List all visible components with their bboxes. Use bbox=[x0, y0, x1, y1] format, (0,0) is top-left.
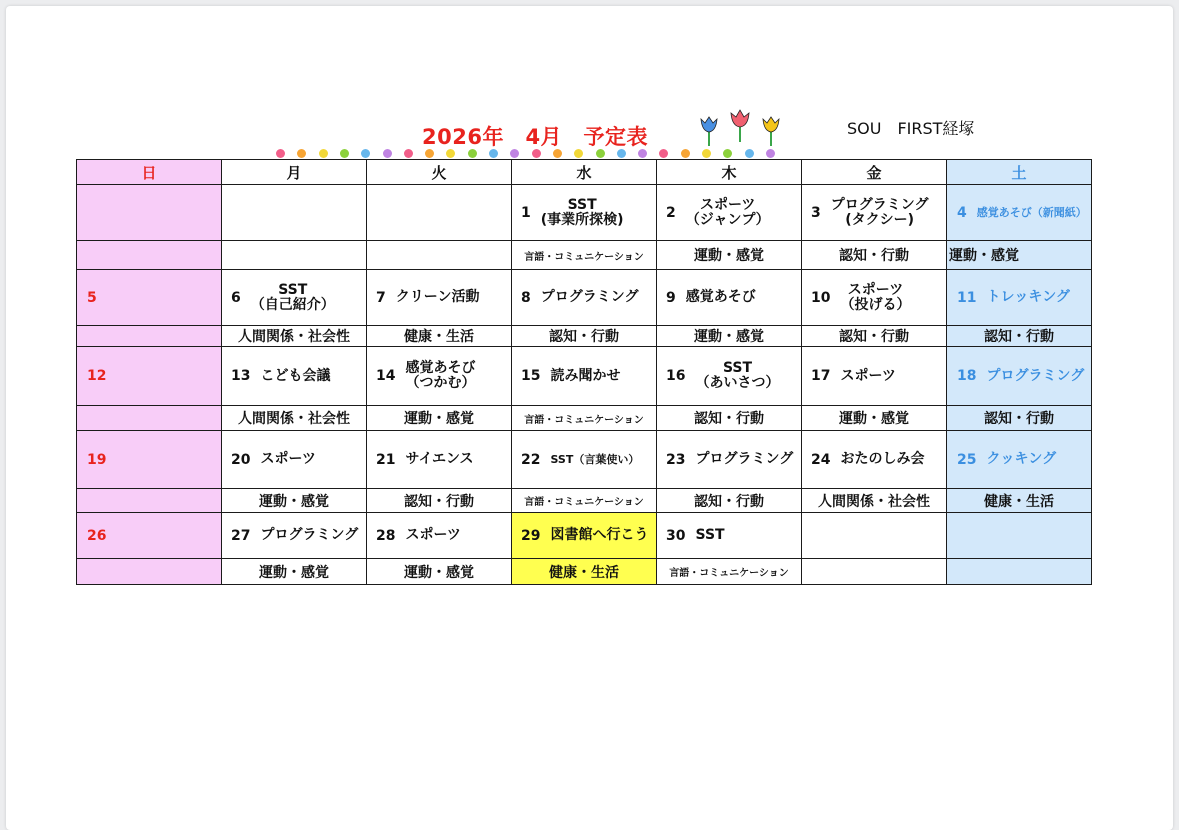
day-number: 3 bbox=[811, 204, 821, 221]
day-number: 21 bbox=[376, 451, 396, 468]
day-event bbox=[802, 185, 946, 240]
event-title-text: プログラミング bbox=[540, 289, 639, 305]
event-title bbox=[251, 283, 335, 313]
category-cell-thu: 運動・感覚 bbox=[657, 326, 802, 347]
garland-dot bbox=[638, 149, 647, 158]
day-event bbox=[222, 185, 366, 240]
category-cell-sat bbox=[947, 559, 1092, 585]
day-cell-sun bbox=[77, 513, 222, 559]
garland-dot bbox=[510, 149, 519, 158]
day-number: 22 bbox=[521, 451, 541, 468]
event-title bbox=[695, 528, 724, 543]
event-title-text: クリーン活動 bbox=[395, 289, 480, 305]
day-number: 28 bbox=[376, 527, 396, 544]
category-cell-wed: 認知・行動 bbox=[512, 326, 657, 347]
event-title bbox=[405, 361, 475, 391]
day-cell-fri bbox=[802, 347, 947, 406]
weekday-header-sat: 土 bbox=[947, 160, 1092, 185]
event-title bbox=[541, 198, 624, 228]
weekday-header-row bbox=[77, 160, 1092, 185]
event-subtitle: （ジャンプ） bbox=[685, 211, 770, 228]
event-title-text: 読み聞かせ bbox=[550, 367, 621, 384]
event-title-text: スポーツ bbox=[847, 281, 904, 298]
event-subtitle: （つかむ） bbox=[405, 375, 476, 391]
category-cell-tue: 運動・感覚 bbox=[367, 559, 512, 585]
weekday-header-tue: 火 bbox=[367, 160, 512, 185]
category-cell-tue: 運動・感覚 bbox=[367, 406, 512, 431]
garland-dot bbox=[532, 149, 541, 158]
garland-dot bbox=[723, 149, 732, 158]
yellow-tulip-icon bbox=[763, 117, 779, 146]
event-title-text: プログラミング bbox=[986, 367, 1085, 384]
event-title bbox=[986, 290, 1069, 305]
week-category-row bbox=[77, 489, 1092, 513]
day-number: 30 bbox=[666, 527, 686, 544]
garland-dot bbox=[617, 149, 626, 158]
red-tulip-icon bbox=[731, 110, 749, 142]
week-category-row bbox=[77, 559, 1092, 585]
day-number: 13 bbox=[231, 368, 251, 384]
day-event bbox=[947, 185, 1091, 240]
event-title bbox=[550, 452, 639, 467]
category-cell-thu: 認知・行動 bbox=[657, 406, 802, 431]
category-cell-wed: 健康・生活 bbox=[512, 559, 657, 585]
day-cell-tue bbox=[367, 431, 512, 489]
event-title bbox=[260, 452, 315, 467]
garland-dot bbox=[276, 149, 285, 158]
event-subtitle: （自己紹介） bbox=[250, 296, 335, 313]
day-cell-thu bbox=[657, 513, 802, 559]
day-number: 26 bbox=[87, 527, 107, 544]
event-title-text: プログラミング bbox=[695, 451, 794, 467]
day-event bbox=[367, 347, 511, 405]
garland-dot bbox=[489, 149, 498, 158]
garland-dot bbox=[574, 149, 583, 158]
day-event bbox=[802, 347, 946, 405]
day-event bbox=[367, 270, 511, 325]
day-cell-sun bbox=[77, 270, 222, 326]
day-number: 8 bbox=[521, 289, 531, 306]
day-number: 18 bbox=[957, 368, 977, 384]
day-number: 10 bbox=[811, 289, 831, 306]
category-cell-fri: 人間関係・社会性 bbox=[802, 489, 947, 513]
category-cell-fri: 認知・行動 bbox=[802, 241, 947, 270]
event-title bbox=[840, 452, 924, 467]
category-cell-sun bbox=[77, 241, 222, 270]
category-cell-sat: 運動・感覚 bbox=[947, 241, 1092, 270]
day-cell-wed bbox=[512, 185, 657, 241]
week-events-row bbox=[77, 347, 1092, 406]
day-cell-thu bbox=[657, 431, 802, 489]
garland-dot bbox=[553, 149, 562, 158]
week-events-row bbox=[77, 513, 1092, 559]
day-number: 11 bbox=[957, 289, 977, 306]
day-number: 12 bbox=[87, 368, 107, 384]
day-cell-sun bbox=[77, 185, 222, 241]
event-title-text: SST bbox=[695, 527, 725, 543]
event-title bbox=[550, 369, 620, 384]
category-cell-mon: 運動・感覚 bbox=[222, 489, 367, 513]
day-event bbox=[512, 270, 656, 325]
week-events-row bbox=[77, 431, 1092, 489]
day-number: 20 bbox=[231, 451, 251, 468]
event-title-text: プログラミング bbox=[260, 527, 359, 543]
day-cell-wed bbox=[512, 347, 657, 406]
event-title bbox=[695, 452, 793, 467]
day-number: 23 bbox=[666, 451, 686, 468]
day-cell-wed bbox=[512, 270, 657, 326]
garland-dot bbox=[766, 149, 775, 158]
day-event bbox=[77, 431, 221, 488]
day-event bbox=[657, 513, 801, 558]
category-cell-mon bbox=[222, 241, 367, 270]
week-category-row bbox=[77, 326, 1092, 347]
event-title-text: サイエンス bbox=[405, 451, 474, 467]
day-event bbox=[222, 513, 366, 558]
garland-dot bbox=[596, 149, 605, 158]
day-number: 24 bbox=[811, 451, 831, 468]
day-event bbox=[77, 270, 221, 325]
day-event bbox=[367, 185, 511, 240]
day-number: 29 bbox=[521, 527, 541, 544]
day-cell-thu bbox=[657, 185, 802, 241]
day-event bbox=[512, 347, 656, 405]
category-cell-sun bbox=[77, 489, 222, 513]
weekday-header-wed: 水 bbox=[512, 160, 657, 185]
day-event bbox=[512, 431, 656, 488]
category-cell-sat: 健康・生活 bbox=[947, 489, 1092, 513]
garland-dot bbox=[446, 149, 455, 158]
event-title bbox=[260, 369, 330, 384]
day-event bbox=[222, 347, 366, 405]
day-event bbox=[77, 347, 221, 405]
day-number: 17 bbox=[811, 368, 831, 384]
day-event bbox=[947, 431, 1091, 488]
event-title-text: SST（言葉使い） bbox=[550, 453, 640, 466]
day-cell-mon bbox=[222, 513, 367, 559]
day-number: 9 bbox=[666, 289, 676, 306]
day-event bbox=[947, 513, 1091, 558]
event-title-text: プログラミング bbox=[830, 196, 929, 213]
day-number: 19 bbox=[87, 451, 107, 468]
day-cell-thu bbox=[657, 347, 802, 406]
garland-dot bbox=[340, 149, 349, 158]
event-title-text: スポーツ bbox=[405, 527, 461, 543]
event-title-text: 感覚あそび bbox=[405, 360, 476, 376]
day-cell-mon bbox=[222, 431, 367, 489]
category-cell-sun bbox=[77, 406, 222, 431]
day-number: 27 bbox=[231, 527, 251, 544]
week-events-row bbox=[77, 270, 1092, 326]
weekday-header-sun: 日 bbox=[77, 160, 222, 185]
day-cell-tue bbox=[367, 185, 512, 241]
garland-dot bbox=[297, 149, 306, 158]
event-title bbox=[986, 369, 1084, 384]
day-cell-fri bbox=[802, 513, 947, 559]
garland-dot bbox=[745, 149, 754, 158]
event-title-text: トレッキング bbox=[986, 289, 1070, 305]
category-cell-tue: 健康・生活 bbox=[367, 326, 512, 347]
page-title: 2026年 4月 予定表 bbox=[422, 125, 649, 149]
day-number: 25 bbox=[957, 451, 977, 468]
event-subtitle: (タクシー) bbox=[845, 211, 915, 228]
event-title-text: こども会議 bbox=[260, 367, 331, 384]
day-cell-sat bbox=[947, 270, 1092, 326]
event-title-text: クッキング bbox=[986, 451, 1057, 467]
day-event bbox=[802, 431, 946, 488]
day-cell-tue bbox=[367, 513, 512, 559]
day-cell-mon bbox=[222, 185, 367, 241]
day-cell-fri bbox=[802, 270, 947, 326]
event-title-text: 感覚あそび（新聞紙） bbox=[976, 206, 1087, 219]
event-title bbox=[840, 283, 910, 313]
day-event bbox=[222, 431, 366, 488]
day-event bbox=[802, 513, 946, 558]
day-event bbox=[222, 270, 366, 325]
event-subtitle: （投げる） bbox=[840, 296, 911, 313]
event-title-text: スポーツ bbox=[699, 196, 756, 213]
dot-garland-decoration bbox=[276, 149, 796, 159]
event-title-text: 図書館へ行こう bbox=[550, 527, 649, 543]
day-number: 14 bbox=[376, 368, 396, 384]
day-cell-sat bbox=[947, 185, 1092, 241]
category-cell-fri: 認知・行動 bbox=[802, 326, 947, 347]
category-cell-fri bbox=[802, 559, 947, 585]
event-title bbox=[405, 528, 460, 543]
event-title bbox=[550, 528, 648, 543]
garland-dot bbox=[425, 149, 434, 158]
event-title-text: SST bbox=[567, 196, 597, 213]
day-cell-mon bbox=[222, 270, 367, 326]
day-event bbox=[77, 513, 221, 558]
garland-dot bbox=[361, 149, 370, 158]
category-cell-fri: 運動・感覚 bbox=[802, 406, 947, 431]
weekday-header-thu: 木 bbox=[657, 160, 802, 185]
garland-dot bbox=[319, 149, 328, 158]
event-title bbox=[986, 452, 1056, 467]
event-title bbox=[541, 290, 639, 305]
garland-dot bbox=[468, 149, 477, 158]
category-cell-mon: 運動・感覚 bbox=[222, 559, 367, 585]
garland-dot bbox=[383, 149, 392, 158]
organization-name: SOU FIRST経塚 bbox=[847, 119, 975, 138]
category-cell-tue: 認知・行動 bbox=[367, 489, 512, 513]
day-event bbox=[947, 347, 1091, 405]
day-cell-sat bbox=[947, 513, 1092, 559]
day-cell-sun bbox=[77, 347, 222, 406]
day-number: 1 bbox=[521, 204, 531, 221]
day-number: 7 bbox=[376, 289, 386, 306]
day-number: 16 bbox=[666, 368, 686, 384]
category-cell-wed: 言語・コミュニケーション bbox=[512, 406, 657, 431]
day-event bbox=[77, 185, 221, 240]
event-title-text: SST bbox=[722, 360, 753, 376]
garland-dot bbox=[659, 149, 668, 158]
event-title-text: スポーツ bbox=[840, 367, 896, 384]
day-cell-tue bbox=[367, 270, 512, 326]
day-cell-thu bbox=[657, 270, 802, 326]
day-cell-fri bbox=[802, 431, 947, 489]
category-cell-wed: 言語・コミュニケーション bbox=[512, 241, 657, 270]
day-event bbox=[802, 270, 946, 325]
event-subtitle: (事業所探検) bbox=[540, 211, 624, 228]
weekday-header-mon: 月 bbox=[222, 160, 367, 185]
week-category-row bbox=[77, 406, 1092, 431]
day-number: 15 bbox=[521, 368, 541, 384]
day-number: 5 bbox=[87, 289, 97, 306]
day-event bbox=[512, 185, 656, 240]
day-cell-sat bbox=[947, 347, 1092, 406]
event-title bbox=[977, 205, 1087, 220]
blue-tulip-icon bbox=[701, 117, 717, 146]
category-cell-sat: 認知・行動 bbox=[947, 406, 1092, 431]
tulip-flowers-icon bbox=[693, 107, 789, 147]
event-title bbox=[831, 198, 929, 228]
day-cell-tue bbox=[367, 347, 512, 406]
weekday-header-fri: 金 bbox=[802, 160, 947, 185]
event-title-text: スポーツ bbox=[260, 451, 316, 467]
day-cell-mon bbox=[222, 347, 367, 406]
day-event bbox=[657, 185, 801, 240]
day-cell-wed bbox=[512, 513, 657, 559]
category-cell-wed: 言語・コミュニケーション bbox=[512, 489, 657, 513]
day-cell-sun bbox=[77, 431, 222, 489]
day-event bbox=[512, 513, 656, 558]
category-cell-sun bbox=[77, 326, 222, 347]
day-number: 4 bbox=[957, 204, 967, 221]
event-title bbox=[260, 528, 358, 543]
event-title bbox=[695, 361, 779, 391]
calendar-table bbox=[76, 159, 1092, 585]
event-title-text: SST bbox=[278, 281, 308, 298]
event-title bbox=[686, 290, 756, 305]
garland-dot bbox=[404, 149, 413, 158]
day-event bbox=[947, 270, 1091, 325]
day-event bbox=[657, 270, 801, 325]
category-cell-thu: 認知・行動 bbox=[657, 489, 802, 513]
category-cell-tue bbox=[367, 241, 512, 270]
day-event bbox=[657, 347, 801, 405]
event-title-text: おたのしみ会 bbox=[840, 451, 925, 467]
week-events-row bbox=[77, 185, 1092, 241]
event-title bbox=[686, 198, 770, 228]
week-category-row bbox=[77, 241, 1092, 270]
category-cell-sun bbox=[77, 559, 222, 585]
event-title bbox=[396, 290, 480, 305]
category-cell-sat: 認知・行動 bbox=[947, 326, 1092, 347]
day-number: 6 bbox=[231, 289, 241, 306]
garland-dot bbox=[702, 149, 711, 158]
day-cell-wed bbox=[512, 431, 657, 489]
category-cell-mon: 人間関係・社会性 bbox=[222, 326, 367, 347]
event-subtitle: （あいさつ） bbox=[695, 375, 780, 391]
event-title bbox=[405, 452, 473, 467]
day-event bbox=[367, 431, 511, 488]
category-cell-thu: 運動・感覚 bbox=[657, 241, 802, 270]
day-cell-fri bbox=[802, 185, 947, 241]
category-cell-mon: 人間関係・社会性 bbox=[222, 406, 367, 431]
day-event bbox=[367, 513, 511, 558]
day-cell-sat bbox=[947, 431, 1092, 489]
event-title bbox=[840, 369, 895, 384]
day-event bbox=[657, 431, 801, 488]
category-cell-thu: 言語・コミュニケーション bbox=[657, 559, 802, 585]
garland-dot bbox=[681, 149, 690, 158]
event-title-text: 感覚あそび bbox=[685, 289, 756, 305]
day-number: 2 bbox=[666, 204, 676, 221]
